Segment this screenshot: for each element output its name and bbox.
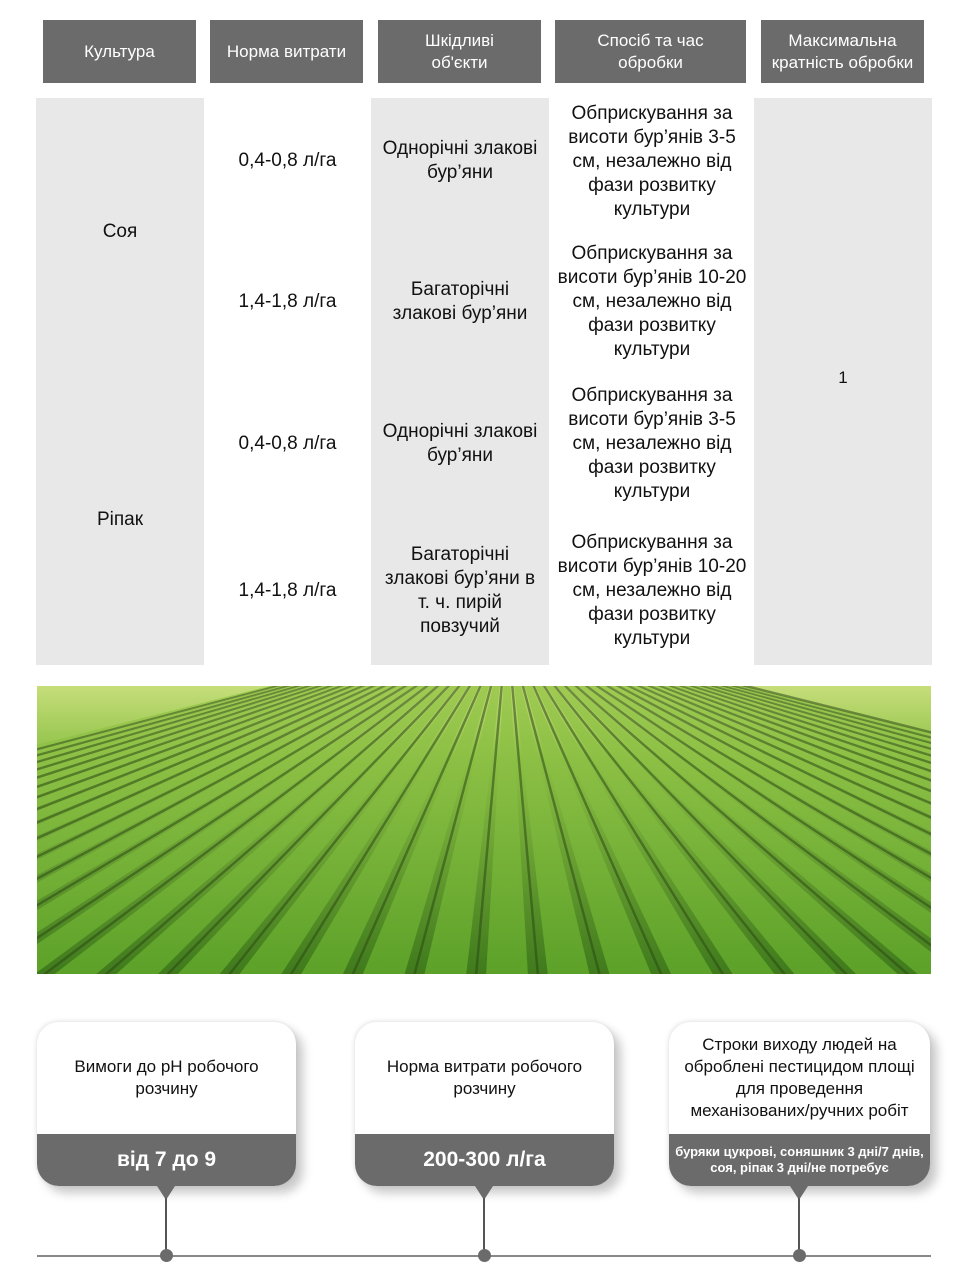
method-cell: Обприскування за висоти бур’янів 3-5 см, незалежно від фази розвитку культури	[568, 385, 736, 502]
card-title: Строки виходу людей на оброблені пестицидом площі для проведення механізованих/ручних робіт	[684, 1035, 915, 1120]
info-card-reentry	[669, 1022, 930, 1186]
pests-cell: Однорічні злакові бур’яни	[382, 421, 538, 466]
rate-cell: 1,4-1,8 л/га	[238, 580, 337, 601]
crop-cell-rapeseed: Ріпак	[96, 508, 144, 530]
method-cell: Обприскування за висоти бур’янів 3-5 см, незалежно від фази розвитку культури	[568, 103, 736, 220]
crop-cell-soy: Соя	[102, 220, 138, 242]
soybean-field-image	[37, 686, 931, 974]
timeline-stem	[798, 1198, 800, 1254]
rate-cell: 0,4-0,8 л/га	[238, 149, 337, 171]
header-crop: Культура	[43, 20, 196, 83]
header-rate: Норма витрати	[210, 20, 363, 83]
header-method: Спосіб та час обробки	[555, 20, 746, 83]
timeline-dot	[793, 1249, 806, 1262]
card-value: буряки цукрові, соняшник 3 дні/7 днів, соя, ріпак 3 дні/не потребує	[669, 1134, 930, 1186]
pests-cell: Однорічні злакові бур’яни	[382, 137, 538, 183]
rate-cell: 0,4-0,8 л/га	[238, 433, 337, 454]
rate-cell: 1,4-1,8 л/га	[238, 291, 337, 312]
info-card-solution-rate	[355, 1022, 614, 1186]
max-treatments-cell: 1	[838, 368, 848, 387]
pests-cell: Багаторічні злакові бур’яни	[392, 279, 528, 324]
pests-cell: Багаторічні злакові бур’яни в т. ч. пирій повзучий	[384, 544, 536, 637]
card-title: Норма витрати робочого розчину	[386, 1057, 583, 1098]
method-cell: Обприскування за висоти бур’янів 10-20 см, незалежно від фази розвитку культури	[557, 532, 747, 649]
header-pests: Шкідливі об'єкти	[378, 20, 541, 83]
timeline-dot	[160, 1249, 173, 1262]
card-value: 200-300 л/га	[355, 1134, 614, 1186]
card-value: від 7 до 9	[37, 1134, 296, 1186]
timeline-dot	[478, 1249, 491, 1262]
timeline-stem	[165, 1198, 167, 1254]
timeline-stem	[483, 1198, 485, 1254]
info-card-ph	[37, 1022, 296, 1186]
method-cell: Обприскування за висоти бур’янів 10-20 см, незалежно від фази розвитку культури	[557, 243, 747, 360]
card-title: Вимоги до рН робочого розчину	[74, 1057, 259, 1098]
header-max-treatments: Максимальна кратність обробки	[761, 20, 924, 83]
